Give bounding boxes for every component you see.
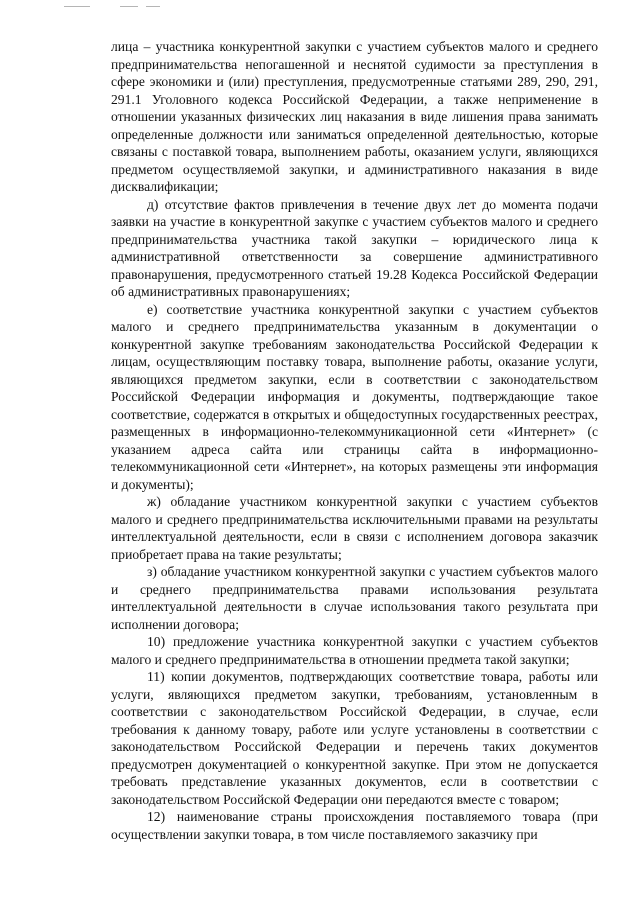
scan-artifact xyxy=(64,6,90,7)
document-body xyxy=(111,38,598,843)
paragraph-item-11: 11) копии документов, подтверждающих соответствие товара, работы или услуги, являющихся предметом закупки, требованиям, установленным в соответствии с законодательством Российской Федерации, в случае, если требования к данному товару, работе или услуге установлены в соответствии с законодательством Российской Федерации и перечень таких документов предусмотрен документацией о конкурентной закупке. При этом не допускается требовать представление указанных документов, если в соответствии с законодательством Российской Федерации они передаются вместе с товаром; xyxy=(111,669,598,807)
paragraph-item-10: 10) предложение участника конкурентной закупки с участием субъектов малого и среднего предпринимательства в отношении предмета такой закупки; xyxy=(111,634,598,667)
paragraph-item-e: е) соответствие участника конкурентной закупки с участием субъектов малого и среднего предпринимательства указанным в документации о конкурентной закупке требованиям законодательства Российской Федерации к лицам, осуществляющим поставку товара, выполнение работы, оказание услуги, являющихся предметом закупки, если в соответствии с законодательством Российской Федерации информация и документы, подтверждающие такое соответствие, содержатся в открытых и общедоступных государственных реестрах, размещенных в информационно-телекоммуникационной сети «Интернет» (с указанием адреса сайта или страницы сайта в информационно-телекоммуникационной сети «Интернет», на которых размещены эти информация и документы); xyxy=(111,301,598,492)
scan-artifact xyxy=(146,6,160,7)
paragraph-item-d: д) отсутствие фактов привлечения в течение двух лет до момента подачи заявки на участие в конкурентной закупке с участием субъектов малого и среднего предпринимательства участника такой закупки – юридического лица к административной ответственности за совершение административного правонарушения, предусмотренного статьей 19.28 Кодекса Российской Федерации об административных правонарушениях; xyxy=(111,196,598,299)
paragraph-continuation: лица – участника конкурентной закупки с участием субъектов малого и среднего предпринимательства непогашенной и неснятой судимости за преступления в сфере экономики и (или) преступления, предусмотренные статьями 289, 290, 291, 291.1 Уголовного кодекса Российской Федерации, а также неприменение в отношении указанных физических лиц наказания в виде лишения права занимать определенные должности или заниматься определенной деятельностью, которые связаны с поставкой товара, выполнением работы, оказанием услуги, являющихся предметом осуществляемой закупки, и административного наказания в виде дисквалификации; xyxy=(111,39,598,194)
paragraph-item-z: з) обладание участником конкурентной закупки с участием субъектов малого и среднего предпринимательства правами использования результата интеллектуальной деятельности в случае использования такого результата при исполнении договора; xyxy=(111,564,598,632)
paragraph-item-zh: ж) обладание участником конкурентной закупки с участием субъектов малого и среднего предпринимательства исключительными правами на результаты интеллектуальной деятельности, если в связи с исполнением договора заказчик приобретает права на такие результаты; xyxy=(111,494,598,562)
scan-artifact xyxy=(120,6,138,7)
paragraph-item-12: 12) наименование страны происхождения поставляемого товара (при осуществлении закупки товара, в том числе поставляемого заказчику при xyxy=(111,809,598,842)
